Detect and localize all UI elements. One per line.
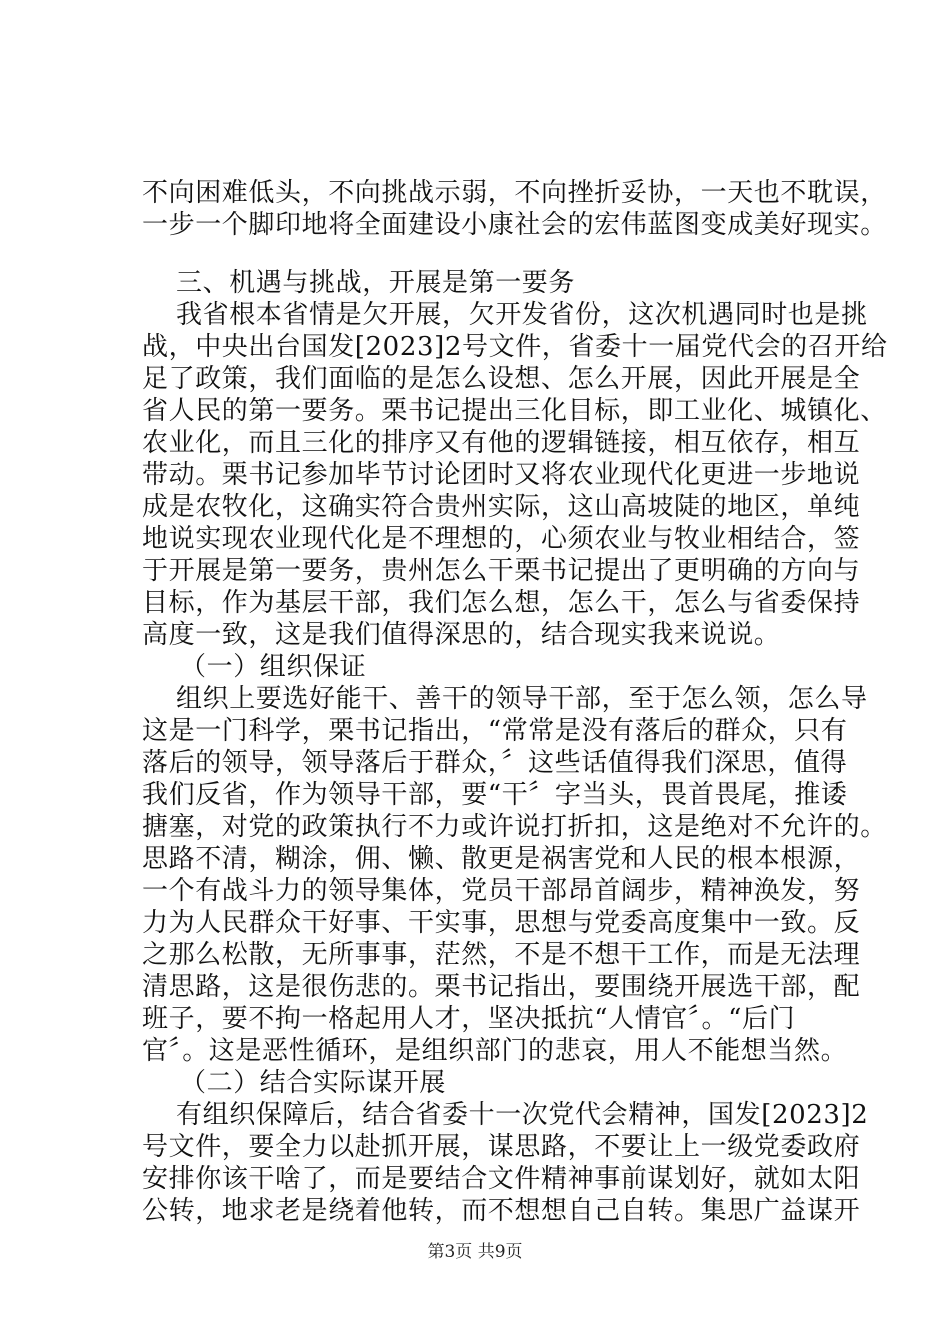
sub1-line-3: 落后的领导，领导落后于群众，〞这些话值得我们深思，值得 [142, 748, 848, 778]
sub1-line-12: 官〞。这是恶性循环，是组织部门的悲哀，用人不能想当然。 [142, 1036, 848, 1066]
sub2-line-3: 安排你该干啥了，而是要结合文件精神事前谋划好，就如太阳 [142, 1164, 861, 1194]
sub2-line-2: 号文件，要全力以赴抓开展，谋思路，不要让上一级党委政府 [142, 1132, 861, 1162]
sub1-line-9: 之那么松散，无所事事，茫然，不是不想干工作，而是无法理 [142, 940, 861, 970]
section-line-1: 我省根本省情是欠开展，欠开发省份，这次机遇同时也是挑 [176, 300, 868, 330]
section-line-4: 省人民的第一要务。栗书记提出三化目标，即工业化、城镇化、 [142, 396, 887, 426]
sub1-line-5: 搪塞，对党的政策执行不力或许说打折扣，这是绝对不允许的。 [142, 812, 887, 842]
section-line-2: 战，中央出台国发[2023]2号文件，省委十一届党代会的召开给 [142, 332, 888, 362]
section-line-6: 带动。栗书记参加毕节讨论团时又将农业现代化更进一步地说 [142, 460, 861, 490]
sub1-line-11: 班子，要不拘一格起用人才，坚决抵抗“人情官〞。“后门 [142, 1004, 796, 1034]
sub1-line-6: 思路不清，糊涂，佣、懒、散更是祸害党和人民的根本根源， [142, 844, 861, 874]
intro-line-2: 一步一个脚印地将全面建设小康社会的宏伟蓝图变成美好现实。 [142, 210, 887, 240]
sub1-line-8: 力为人民群众干好事、干实事，思想与党委高度集中一致。反 [142, 908, 861, 938]
sub2-heading: （二）结合实际谋开展 [180, 1068, 447, 1098]
sub1-line-10: 清思路，这是很伤悲的。栗书记指出，要围绕开展选干部，配 [142, 972, 861, 1002]
section-line-3: 足了政策，我们面临的是怎么设想、怎么开展，因此开展是全 [142, 364, 861, 394]
section-line-5: 农业化，而且三化的排序又有他的逻辑链接，相互依存，相互 [142, 428, 861, 458]
section-heading: 三、机遇与挑战，开展是第一要务 [176, 268, 576, 298]
sub2-line-4: 公转，地求老是绕着他转，而不想想自己自转。集思广益谋开 [142, 1196, 861, 1226]
section-line-10: 目标，作为基层干部，我们怎么想，怎么干，怎么与省委保持 [142, 588, 861, 618]
section-line-7: 成是农牧化，这确实符合贵州实际，这山高坡陡的地区，单纯 [142, 492, 861, 522]
sub1-heading: （一）组织保证 [180, 652, 367, 682]
section-line-8: 地说实现农业现代化是不理想的，心须农业与牧业相结合，签 [142, 524, 861, 554]
sub1-line-1: 组织上要选好能干、善干的领导干部，至于怎么领，怎么导 [176, 684, 868, 714]
sub2-line-1: 有组织保障后，结合省委十一次党代会精神，国发[2023]2 [176, 1100, 869, 1130]
section-line-9: 于开展是第一要务，贵州怎么干栗书记提出了更明确的方向与 [142, 556, 861, 586]
sub1-line-7: 一个有战斗力的领导集体，党员干部昂首阔步，精神涣发，努 [142, 876, 861, 906]
sub1-line-2: 这是一门科学，栗书记指出，“常常是没有落后的群众，只有 [142, 716, 848, 746]
intro-line-1: 不向困难低头，不向挑战示弱，不向挫折妥协，一天也不耽误， [142, 178, 887, 208]
sub1-line-4: 我们反省，作为领导干部，要“干〞字当头，畏首畏尾，推诿 [142, 780, 848, 810]
page-number-footer: 第3页 共9页 [427, 1242, 523, 1262]
section-line-11: 高度一致，这是我们值得深思的，结合现实我来说说。 [142, 620, 781, 650]
